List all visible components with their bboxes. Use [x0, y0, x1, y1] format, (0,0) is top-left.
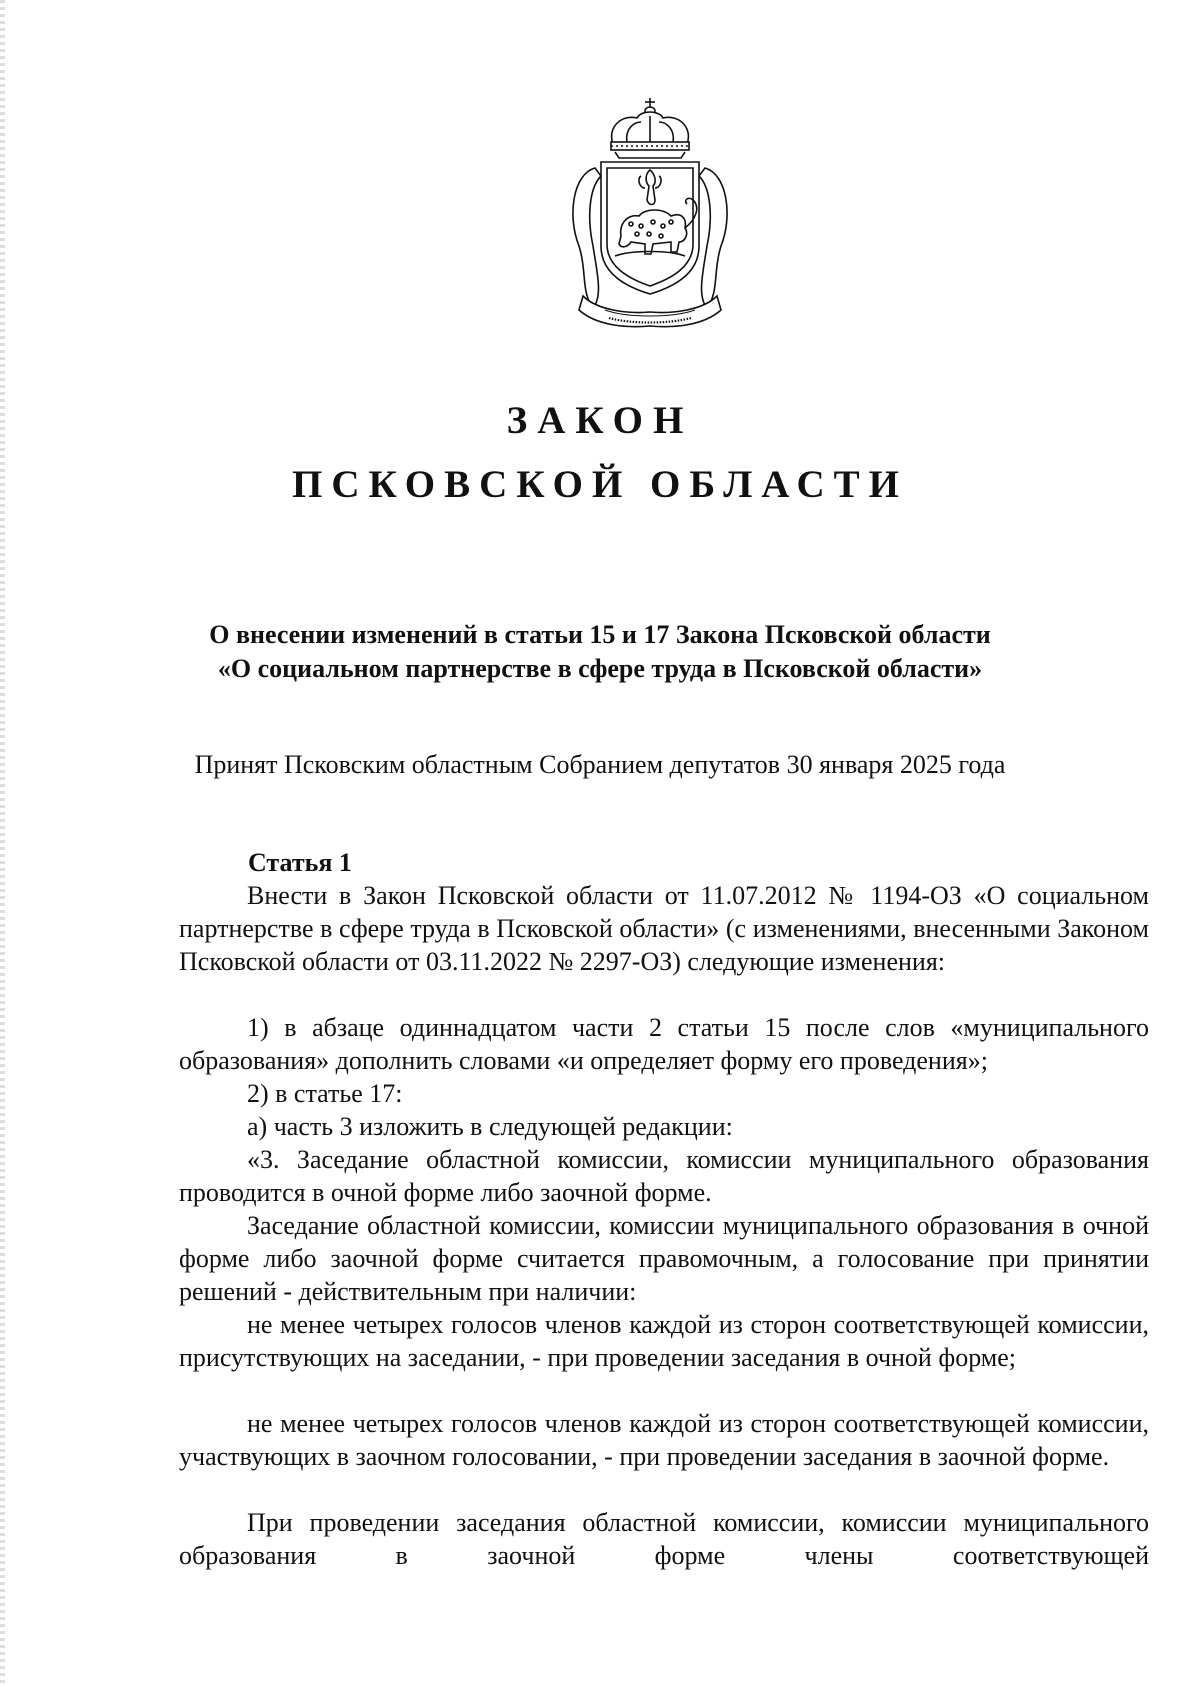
- law-title: ЗАКОН: [506, 399, 694, 442]
- paragraph: Внести в Закон Псковской области от 11.07.2012 № 1194-ОЗ «О социальном партнерстве в сфере труда в Псковской области» (с изменениями, внесенными Законом Псковской области от 03.11.2022 № 2297-ОЗ) следующие изменения:: [179, 881, 1149, 976]
- paragraph: При проведении заседания областной комиссии, комиссии муниципального образования в заочной форме члены соответствующей: [179, 1508, 1149, 1570]
- law-subject-line-1: О внесении изменений в статьи 15 и 17 Закона Псковской области: [209, 620, 991, 649]
- paragraph: «3. Заседание областной комиссии, комиссии муниципального образования проводится в очной форме либо заочной форме.: [179, 1145, 1149, 1207]
- law-subject: [160, 618, 1040, 686]
- paragraph: 1) в абзаце одиннадцатом части 2 статьи 15 после слов «муниципального образования» дополнить словами «и определяет форму его проведения»;: [179, 1013, 1149, 1075]
- law-subject-line-2: «О социальном партнерстве в сфере труда в Псковской области»: [217, 654, 983, 683]
- coat-of-arms-icon: [557, 96, 743, 328]
- paragraph: не менее четырех голосов членов каждой из сторон соответствующей комиссии, присутствующих на заседании, - при проведении заседания в очной форме;: [179, 1310, 1149, 1372]
- paragraph: а) часть 3 изложить в следующей редакции:: [247, 1112, 733, 1141]
- adoption-note: Принят Псковским областным Собранием депутатов 30 января 2025 года: [194, 750, 1006, 779]
- paragraph: Заседание областной комиссии, комиссии муниципального образования в очной форме либо заочной форме считается правомочным, а голосование при принятии решений - действительным при наличии:: [179, 1211, 1149, 1306]
- region-title: ПСКОВСКОЙ ОБЛАСТИ: [292, 463, 908, 506]
- paragraph: не менее четырех голосов членов каждой из сторон соответствующей комиссии, участвующих в заочном голосовании, - при проведении заседания в заочной форме.: [179, 1409, 1149, 1471]
- article-heading: Статья 1: [248, 848, 352, 877]
- scan-edge: [0, 0, 5, 1686]
- paragraph: 2) в статье 17:: [247, 1079, 403, 1108]
